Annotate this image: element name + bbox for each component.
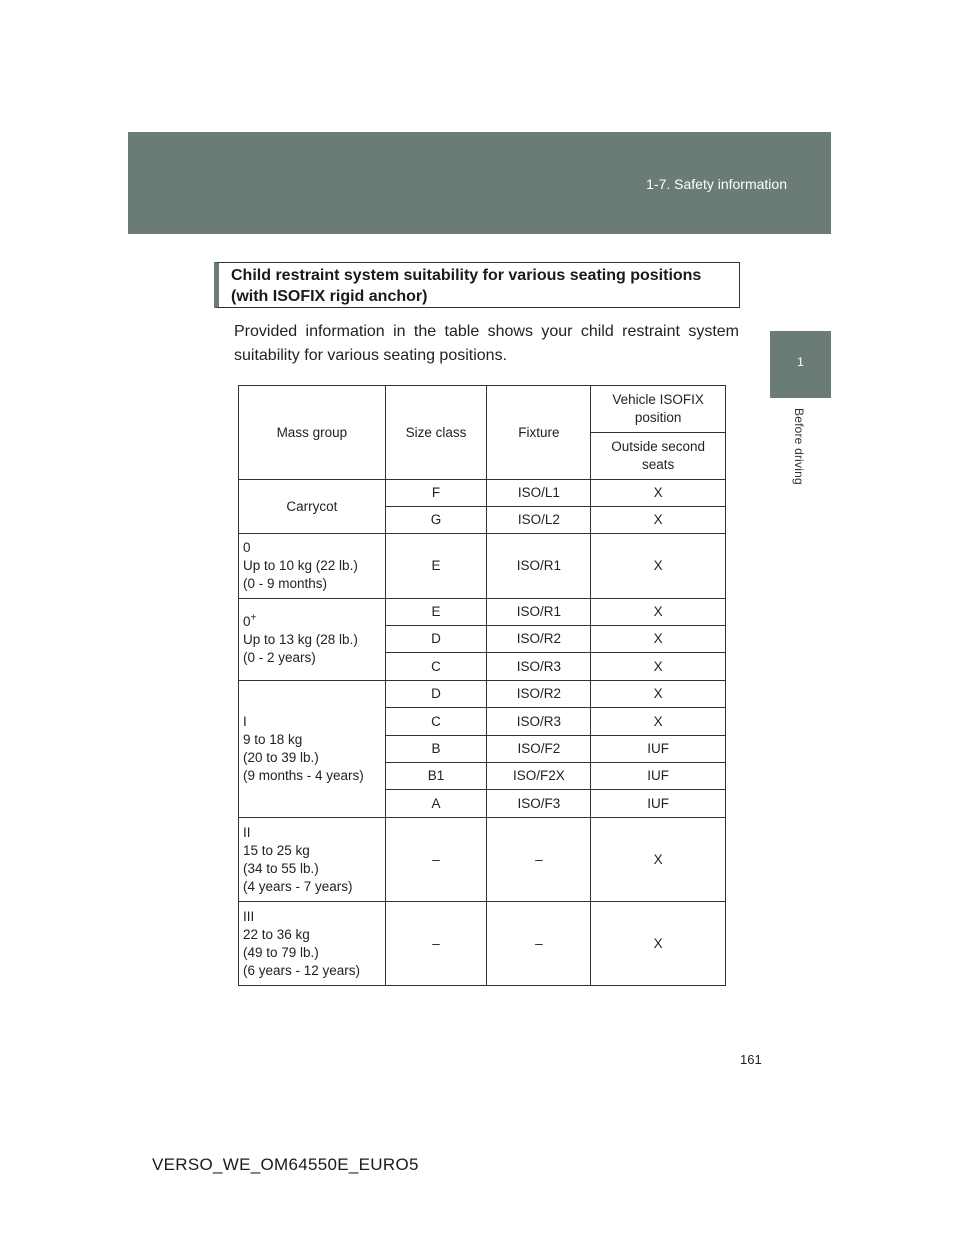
header-size-class: Size class (385, 386, 487, 480)
isofix-position-cell: IUF (591, 736, 726, 763)
mass-group-line: 0 (243, 613, 251, 629)
size-class-cell: B1 (385, 763, 487, 790)
size-class-cell: – (385, 818, 487, 902)
table-row (239, 681, 726, 708)
header-isofix-position: Vehicle ISOFIX position (591, 386, 726, 433)
isofix-position-cell: IUF (591, 790, 726, 818)
mass-group-line: (4 years - 7 years) (243, 878, 353, 894)
isofix-position-cell: X (591, 708, 726, 736)
mass-group-line: (6 years - 12 years) (243, 962, 361, 978)
table-body (239, 480, 726, 986)
mass-group-line: Up to 10 kg (22 lb.) (243, 558, 358, 573)
fixture-cell: ISO/R1 (487, 599, 591, 626)
section-title: Child restraint system suitability for various seating positions (with ISOFIX rigid anchor) (231, 267, 702, 305)
table-row (239, 534, 726, 599)
mass-group-line: (9 months - 4 years) (243, 768, 364, 783)
table-row (239, 599, 726, 626)
fixture-cell: – (487, 902, 591, 986)
isofix-position-cell: X (591, 653, 726, 681)
isofix-position-cell: X (591, 480, 726, 507)
mass-group-line: (20 to 39 lb.) (243, 750, 319, 765)
fixture-cell: ISO/R2 (487, 626, 591, 653)
size-class-cell: A (385, 790, 487, 818)
isofix-position-cell: X (591, 626, 726, 653)
isofix-position-cell: X (591, 507, 726, 534)
isofix-position-cell: X (591, 534, 726, 599)
suitability-table (238, 385, 726, 986)
mass-group-line: (49 to 79 lb.) (243, 944, 319, 960)
size-class-cell: C (385, 708, 487, 736)
isofix-position-cell: X (591, 902, 726, 986)
mass-group-cell (239, 480, 386, 534)
fixture-cell: ISO/R2 (487, 681, 591, 708)
mass-group-line: 15 to 25 kg (243, 842, 310, 858)
header-mass-group: Mass group (239, 386, 386, 480)
size-class-cell: E (385, 599, 487, 626)
fixture-cell: ISO/R3 (487, 653, 591, 681)
mass-group-line: (0 - 9 months) (243, 576, 328, 591)
section-heading-box (214, 262, 740, 308)
mass-group-line: 9 to 18 kg (243, 732, 303, 747)
mass-group-line: (0 - 2 years) (243, 649, 316, 665)
chapter-label: Before driving (792, 408, 806, 485)
footer-code: VERSO_WE_OM64550E_EURO5 (152, 1155, 419, 1174)
header-outside-second-seats: Outside second seats (591, 433, 726, 480)
isofix-position-cell: X (591, 818, 726, 902)
fixture-cell: ISO/L2 (487, 507, 591, 534)
header-section-title: 1-7. Safety information (646, 176, 787, 192)
isofix-position-cell: X (591, 599, 726, 626)
fixture-cell: ISO/R3 (487, 708, 591, 736)
isofix-position-cell: X (591, 681, 726, 708)
mass-group-cell (239, 599, 386, 681)
mass-group-cell (239, 818, 386, 902)
size-class-cell: – (385, 902, 487, 986)
fixture-cell: ISO/F2X (487, 763, 591, 790)
table-row (239, 480, 726, 507)
mass-group-line: (34 to 55 lb.) (243, 860, 319, 876)
fixture-cell: ISO/F2 (487, 736, 591, 763)
mass-group-line: 22 to 36 kg (243, 926, 310, 942)
mass-group-line: I (243, 714, 247, 729)
mass-group-cell (239, 534, 386, 599)
size-class-cell: G (385, 507, 487, 534)
size-class-cell: D (385, 626, 487, 653)
mass-group-line: Up to 13 kg (28 lb.) (243, 631, 358, 647)
intro-paragraph: Provided information in the table shows your child restraint system suitability for various seating positions. (234, 323, 739, 364)
mass-group-line: II (243, 824, 251, 840)
table-row (239, 818, 726, 902)
fixture-cell: – (487, 818, 591, 902)
size-class-cell: D (385, 681, 487, 708)
fixture-cell: ISO/F3 (487, 790, 591, 818)
fixture-cell: ISO/R1 (487, 534, 591, 599)
fixture-cell: ISO/L1 (487, 480, 591, 507)
mass-group-cell (239, 902, 386, 986)
size-class-cell: F (385, 480, 487, 507)
chapter-tab (770, 331, 831, 398)
mass-group-cell (239, 681, 386, 818)
table-row (239, 902, 726, 986)
page-number: 161 (740, 1052, 762, 1067)
header-fixture: Fixture (487, 386, 591, 480)
size-class-cell: E (385, 534, 487, 599)
chapter-number: 1 (797, 355, 804, 369)
header-band (128, 132, 831, 234)
size-class-cell: B (385, 736, 487, 763)
mass-group-superscript: + (250, 612, 257, 623)
isofix-position-cell: IUF (591, 763, 726, 790)
size-class-cell: C (385, 653, 487, 681)
mass-group-line: Carrycot (286, 498, 338, 514)
mass-group-line: 0 (243, 540, 251, 555)
mass-group-line: III (243, 908, 255, 924)
